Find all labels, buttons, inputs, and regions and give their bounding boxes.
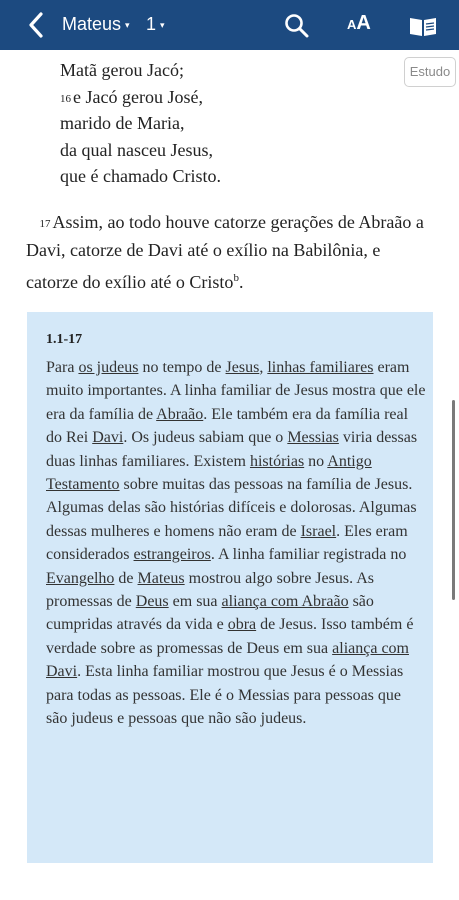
- book-name: Mateus: [62, 14, 122, 34]
- note-text: em sua: [168, 593, 222, 611]
- glossary-link[interactable]: Deus: [135, 593, 169, 611]
- glossary-link[interactable]: Israel: [300, 522, 337, 540]
- poem-line: [60, 84, 221, 111]
- note-text: . A linha familiar registrada no: [210, 546, 407, 564]
- poem-line: marido de Maria,: [60, 113, 185, 133]
- note-text: de: [114, 569, 138, 587]
- glossary-link[interactable]: os judeus: [78, 359, 139, 376]
- study-button[interactable]: Estudo: [404, 57, 456, 87]
- note-text: são cumpridas através da vida e: [46, 593, 374, 634]
- font-size-icon[interactable]: [347, 12, 371, 35]
- glossary-link[interactable]: obra: [227, 616, 257, 634]
- book-open-icon[interactable]: [408, 12, 438, 40]
- glossary-link[interactable]: aliança com Abraão: [221, 593, 349, 611]
- search-icon[interactable]: [283, 12, 311, 40]
- chapter-caret-icon: ▾: [160, 19, 165, 30]
- note-text: viria dessas duas linhas familiares. Existem: [46, 429, 418, 470]
- glossary-link[interactable]: estrangeiros: [133, 546, 211, 564]
- note-text: sobre muitas das pessoas na família de Jesus. Algumas delas são histórias difíceis e dolorosas. Algumas dessas mulheres e homens não eram de: [46, 476, 417, 540]
- glossary-link[interactable]: Davi: [92, 429, 124, 447]
- font-size-big-a: A: [356, 12, 371, 34]
- book-caret-icon: ▾: [125, 19, 130, 30]
- note-text: de Jesus. Isso também é verdade sobre as promessas de Deus em sua: [46, 616, 414, 657]
- note-text: no: [304, 452, 328, 470]
- verse-end: .: [238, 272, 244, 292]
- verse-number: 16: [60, 92, 71, 105]
- font-size-small-a: A: [347, 17, 357, 32]
- glossary-link[interactable]: Jesus: [225, 359, 260, 376]
- poetry-block: [60, 57, 221, 190]
- verse-number: 17: [39, 218, 51, 230]
- note-reference: 1.1-17: [46, 332, 83, 347]
- book-selector[interactable]: [62, 14, 130, 35]
- note-text: . Eles eram considerados: [46, 522, 408, 564]
- poem-line: da qual nasceu Jesus,: [60, 139, 213, 160]
- note-body: [46, 356, 426, 731]
- note-text: . Os judeus sabiam que o: [123, 429, 288, 447]
- top-app-bar: [0, 0, 459, 50]
- verse-paragraph: [26, 208, 426, 296]
- note-text: . Ele também era da família real do Rei: [46, 405, 409, 447]
- note-text: . Esta linha familiar mostrou que Jesus é o Messias para todas as pessoas. Ele é o Messias para pessoas que são judeus e pessoas que não são judeus.: [46, 663, 404, 728]
- glossary-link[interactable]: histórias: [249, 452, 305, 470]
- glossary-link[interactable]: linhas familiares: [267, 359, 374, 376]
- footnote-marker[interactable]: b: [233, 272, 239, 284]
- note-text: mostrou algo sobre Jesus. As promessas de: [46, 569, 374, 611]
- glossary-link[interactable]: aliança com Davi: [46, 639, 409, 681]
- glossary-link[interactable]: Abraão: [156, 405, 204, 423]
- scrollbar[interactable]: [452, 400, 455, 600]
- note-text: eram muito importantes. A linha familiar de Jesus mostra que ele era da família de: [46, 359, 426, 423]
- note-text: ,: [259, 359, 268, 376]
- note-text: no tempo de: [138, 359, 226, 376]
- glossary-link[interactable]: Mateus: [137, 569, 185, 587]
- note-text: Para: [46, 359, 79, 376]
- back-arrow-icon[interactable]: [22, 10, 52, 40]
- glossary-link[interactable]: Antigo Testamento: [46, 452, 372, 494]
- chapter-selector[interactable]: [146, 14, 165, 35]
- poem-line: que é chamado Cristo.: [60, 166, 221, 186]
- verse-text: Assim, ao todo houve catorze gerações de Abraão a Davi, catorze de Davi até o exílio na Babilônia, e catorze do exílio até o Cristo: [26, 212, 424, 292]
- chapter-number: 1: [146, 14, 157, 34]
- glossary-link[interactable]: Messias: [287, 429, 339, 447]
- study-note: [27, 312, 433, 863]
- poem-line: Matã gerou Jacó;: [60, 60, 184, 80]
- glossary-link[interactable]: Evangelho: [46, 569, 115, 587]
- poem-line-text: e Jacó gerou José,: [73, 86, 203, 107]
